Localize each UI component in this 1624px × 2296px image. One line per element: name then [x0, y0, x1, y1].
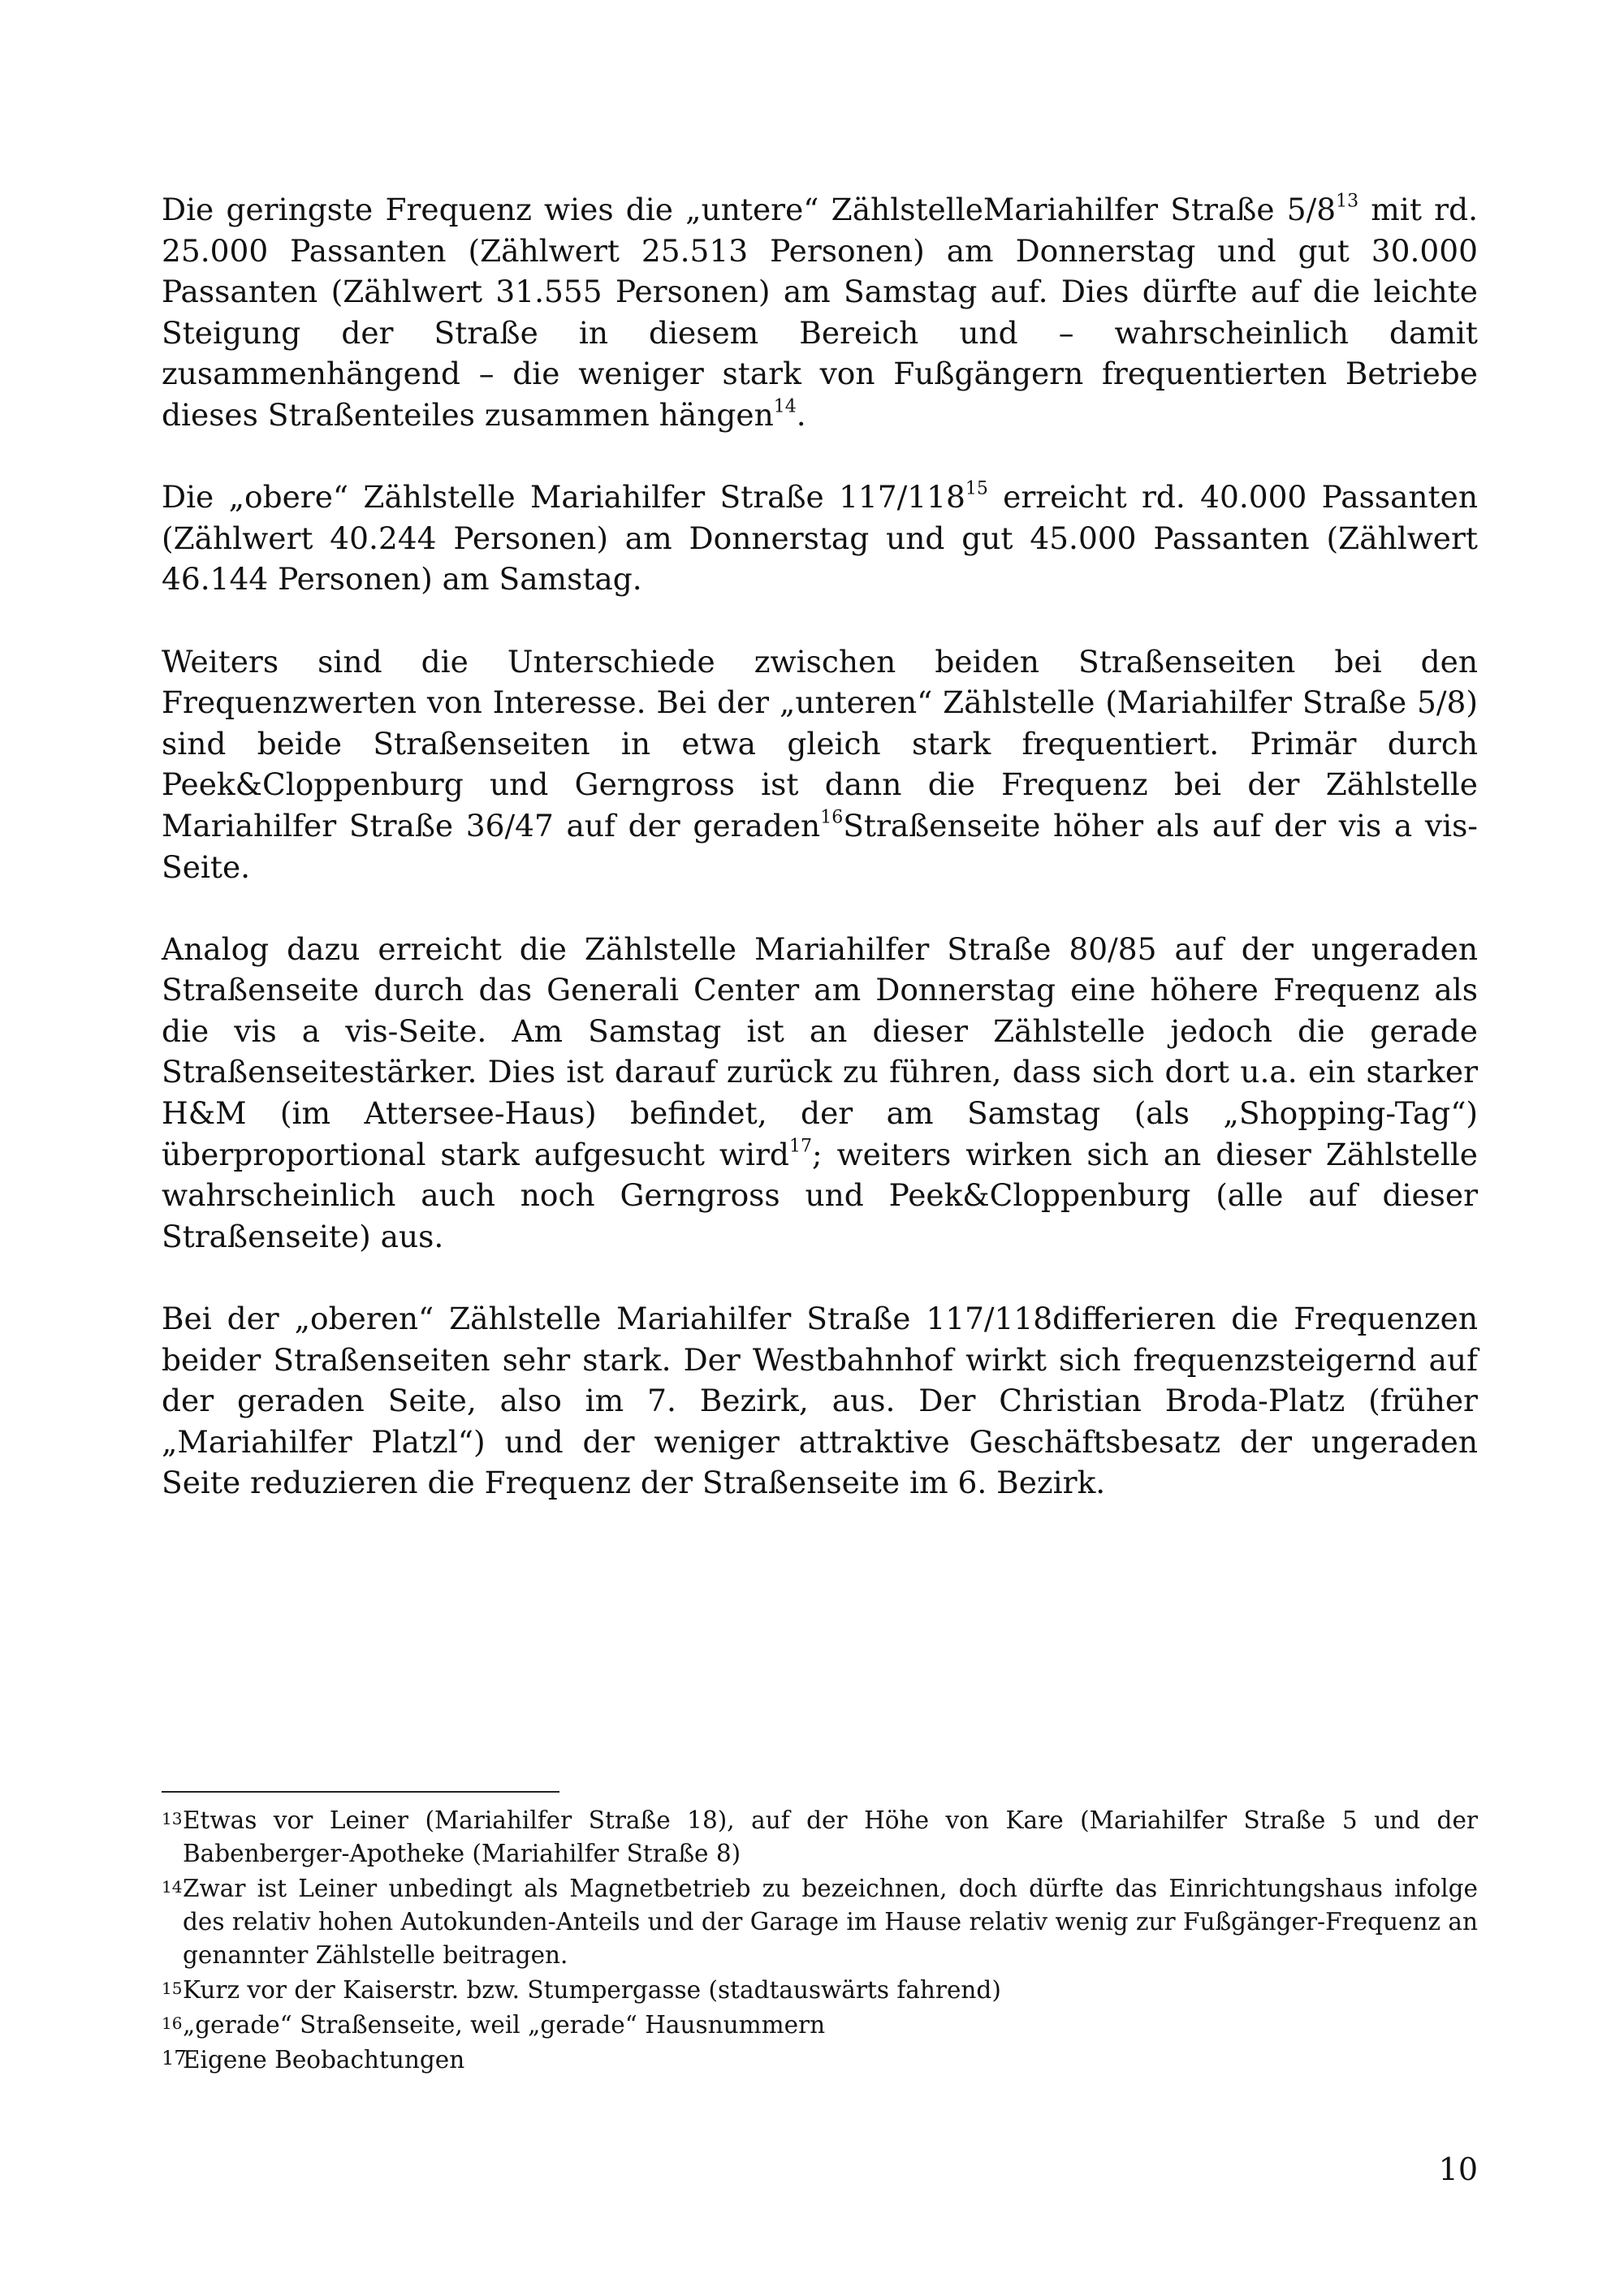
paragraph-3: [162, 641, 1478, 888]
footnote-15: [162, 1974, 1478, 2007]
paragraph-1-text-a: Die geringste Frequenz wies die „untere“ ZählstelleMariahilfer Straße 5/8: [162, 192, 1337, 227]
footnote-text: Kurz vor der Kaiserstr. bzw. Stumpergasse (stadtauswärts fahrend): [183, 1976, 1001, 2004]
footnote-ref-13[interactable]: 13: [1336, 191, 1359, 212]
footnote-separator: [162, 1791, 559, 1793]
footnote-number: 17: [162, 2047, 187, 2069]
footnote-16: [162, 2009, 1478, 2042]
paragraph-1: [162, 189, 1478, 436]
footnote-text: Eigene Beobachtungen: [183, 2046, 465, 2074]
paragraph-2: [162, 477, 1478, 600]
footnote-ref-15[interactable]: 15: [965, 478, 988, 499]
body-text: [162, 189, 1478, 1504]
paragraph-1-text-c: .: [796, 396, 806, 433]
paragraph-2-text-b: erreicht rd. 40.000 Passanten (Zählwert 40.244 Personen) am Donnerstag und gut 45.000 Passanten (Zählwert 46.144 Personen) am Samstag.: [162, 479, 1478, 598]
paragraph-4-text-a: Analog dazu erreicht die Zählstelle Mariahilfer Straße 80/85 auf der ungeraden Straßenseite durch das Generali Center am Donnerstag eine höhere Frequenz als die vis a vis-Seite. Am Samstag ist an dieser Zählstelle jedoch die gerade Straßenseitestärker. Dies ist darauf zurück zu führen, dass sich dort u.a. ein starker H&M (im Attersee-Haus) befindet, der am Samstag (als „Shopping-Tag“) überproportional stark aufgesucht wird: [162, 930, 1478, 1172]
paragraph-4: [162, 929, 1478, 1258]
paragraph-4-text-b: ; weiters wirken sich an dieser Zählstelle wahrscheinlich auch noch Gerngross und Peek&Cloppenburg (alle auf dieser Straßenseite) aus.: [162, 1136, 1479, 1254]
footnotes: [162, 1804, 1478, 2077]
paragraph-3-text-a: Weiters sind die Unterschiede zwischen beiden Straßenseiten bei den Frequenzwerten von Interesse. Bei der „unteren“ Zählstelle (Mariahilfer Straße 5/8) sind beide Straßenseiten in etwa gleich stark frequentiert. Primär durch Peek&Cloppenburg und Gerngross ist dann die Frequenz bei der Zählstelle Mariahilfer Straße 36/47 auf der geraden: [162, 643, 1478, 844]
footnote-ref-17[interactable]: 17: [788, 1136, 812, 1157]
footnote-text: „gerade“ Straßenseite, weil „gerade“ Hausnummern: [183, 2011, 826, 2039]
paragraph-3-text-b: Straßenseite höher als auf der vis a vis-Seite.: [162, 807, 1478, 885]
footnote-ref-16[interactable]: 16: [820, 807, 844, 828]
footnote-number: 15: [162, 1979, 183, 1998]
footnote-number: 13: [162, 1809, 183, 1828]
paragraph-1-text-b: mit rd. 25.000 Passanten (Zählwert 25.513 Personen) am Donnerstag und gut 30.000 Passanten (Zählwert 31.555 Personen) am Samstag auf. Dies dürfte auf die leichte Steigung der Straße in diesem Bereich und – wahrscheinlich damit zusammenhängend – die weniger stark von Fußgängern frequentierten Betriebe dieses Straßenteiles zusammen hängen: [162, 192, 1478, 433]
footnote-text: Etwas vor Leiner (Mariahilfer Straße 18), auf der Höhe von Kare (Mariahilfer Straße 5 und der Babenberger-Apotheke (Mariahilfer Straße 8): [183, 1806, 1478, 1867]
paragraph-5: [162, 1298, 1478, 1504]
footnote-17: [162, 2044, 1478, 2077]
footnote-number: 16: [162, 2013, 183, 2033]
paragraph-2-text-a: Die „obere“ Zählstelle Mariahilfer Straße 117/118: [162, 479, 965, 516]
footnote-number: 14: [162, 1877, 183, 1897]
footnote-13: [162, 1804, 1478, 1871]
page-number: 10: [1438, 2151, 1478, 2187]
footnote-text: Zwar ist Leiner unbedingt als Magnetbetrieb zu bezeichnen, doch dürfte das Einrichtungshaus infolge des relativ hohen Autokunden-Anteils und der Garage im Hause relativ wenig zur Fußgänger-Frequenz an genannter Zählstelle beitragen.: [183, 1875, 1478, 1969]
paragraph-5-text: Bei der „oberen“ Zählstelle Mariahilfer Straße 117/118differieren die Frequenzen beider Straßenseiten sehr stark. Der Westbahnhof wirkt sich frequenzsteigernd auf der geraden Seite, also im 7. Bezirk, aus. Der Christian Broda-Platz (früher „Mariahilfer Platzl“) und der weniger attraktive Geschäftsbesatz der ungeraden Seite reduzieren die Frequenz der Straßenseite im 6. Bezirk.: [162, 1301, 1478, 1501]
footnote-14: [162, 1872, 1478, 1972]
footnote-ref-14[interactable]: 14: [773, 396, 797, 417]
